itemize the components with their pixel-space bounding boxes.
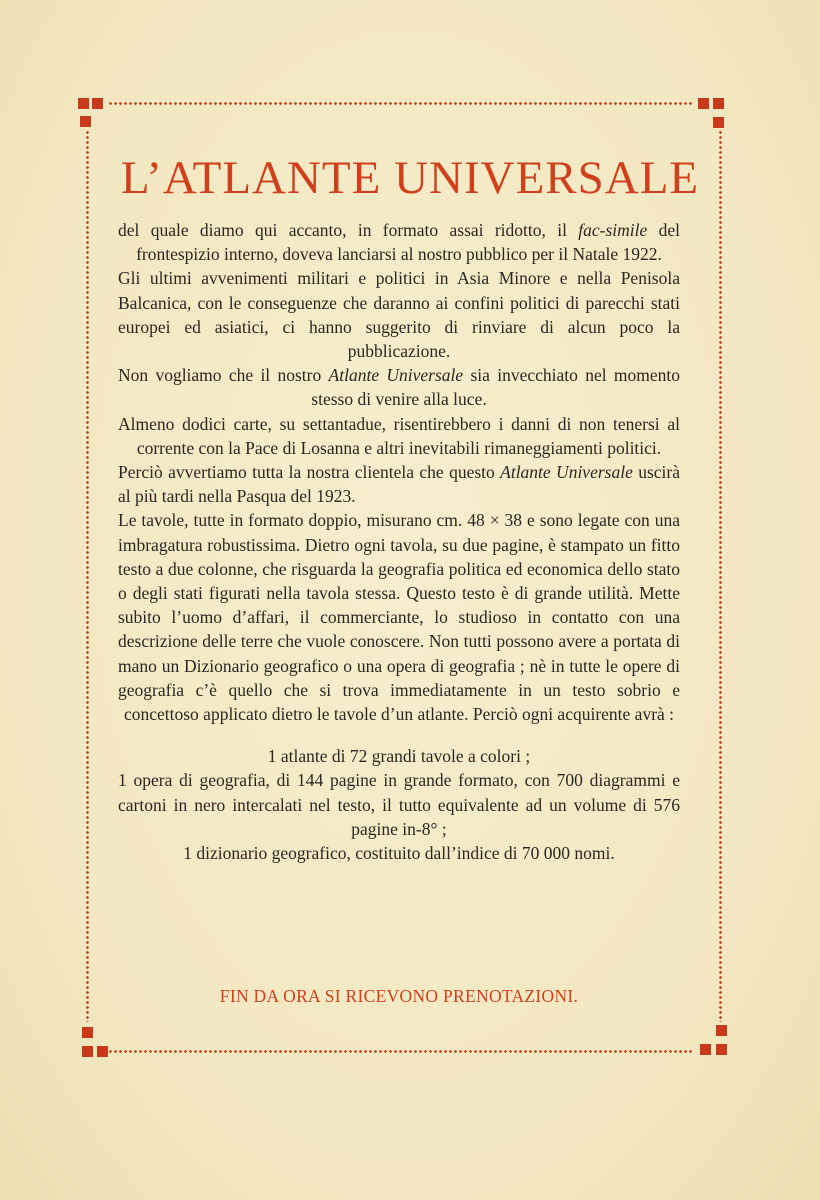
corner-square (80, 116, 91, 127)
corner-square (698, 98, 709, 109)
corner-square (716, 1044, 727, 1055)
corner-square (716, 1025, 727, 1036)
corner-square (82, 1046, 93, 1057)
page-title: L’ATLANTE UNIVERSALE (120, 152, 700, 204)
text-span: del frontespizio interno, doveva lanciarsi al nostro pubblico per il Natale 1922. (136, 220, 680, 265)
corner-square (82, 1027, 93, 1038)
corner-square (713, 98, 724, 109)
corner-square (92, 98, 103, 109)
spacer (118, 726, 680, 744)
corner-square (700, 1044, 711, 1055)
contents-list (118, 744, 680, 865)
closing-notice: FIN DA ORA SI RICEVONO PRENOTAZIONI. (219, 986, 579, 1006)
paragraph-release (118, 460, 680, 508)
list-item: 1 opera di geografia, di 144 pagine in grande formato, con 700 diagrammi e cartoni in nero intercalati nel testo, il tutto equivalente ad un volume di 576 pagine in-8° ; (118, 770, 680, 839)
italic-term: Atlante Universale (328, 365, 464, 386)
corner-square (97, 1046, 108, 1057)
corner-square (713, 117, 724, 128)
paragraph-intent (118, 363, 680, 411)
list-item: 1 dizionario geografico, costituito dall’indice di 70 000 nomi. (183, 843, 615, 864)
border-right (719, 130, 722, 1022)
paragraph-maps: Almeno dodici carte, su settantadue, risentirebbero i danni di non tenersi al corrente con la Pace di Losanna e altri inevitabili rimaneggiamenti politici. (118, 413, 680, 458)
text-span: Non vogliamo che il nostro (118, 365, 329, 386)
paragraph-description: Le tavole, tutte in formato doppio, misurano cm. 48 × 38 e sono legate con una imbragatura robustissima. Dietro ogni tavola, su due pagine, è stampato un fitto testo a due colonne, che risguarda la geografia politica ed economica dello stato o degli stati figurati nella tavola stessa. Questo testo è di grande utilità. Mette subito l’uomo d’affari, il commerciante, lo studioso in contatto con una descrizione delle terre che vuole conoscere. Non tutti possono avere a portata di mano un Dizionario geografico o una opera di geografia ; nè in tutte le opere di geografia c’è quello che si trova immediatamente in un testo sobrio e concettoso applicato dietro le tavole d’un atlante. Perciò ogni acquirente avrà : (118, 510, 680, 725)
border-top (108, 102, 694, 105)
corner-square (78, 98, 89, 109)
text-span: Perciò avvertiamo tutta la nostra clientela che questo (118, 462, 501, 483)
text-span: del quale diamo qui accanto, in formato assai ridotto, il (118, 220, 579, 240)
text-span: uscirà al più tardi nella Pasqua del 1923. (118, 462, 680, 507)
announcement-body (118, 218, 680, 865)
italic-term: Atlante Universale (500, 462, 633, 483)
italic-term: fac-simile (578, 220, 648, 240)
list-item: 1 atlante di 72 grandi tavole a colori ; (267, 746, 531, 767)
paragraph-events: Gli ultimi avvenimenti militari e politici in Asia Minore e nella Penisola Balcanica, con le conseguenze che daranno ai confini politici di parecchi stati europei ed asiatici, ci hanno suggerito di rinviare di alcun poco la pubblicazione. (118, 268, 680, 362)
border-left (86, 130, 89, 1022)
paragraph-intro (118, 218, 680, 266)
border-bottom (108, 1050, 694, 1053)
text-span: sia invecchiato nel momento stesso di venire alla luce. (311, 365, 680, 410)
